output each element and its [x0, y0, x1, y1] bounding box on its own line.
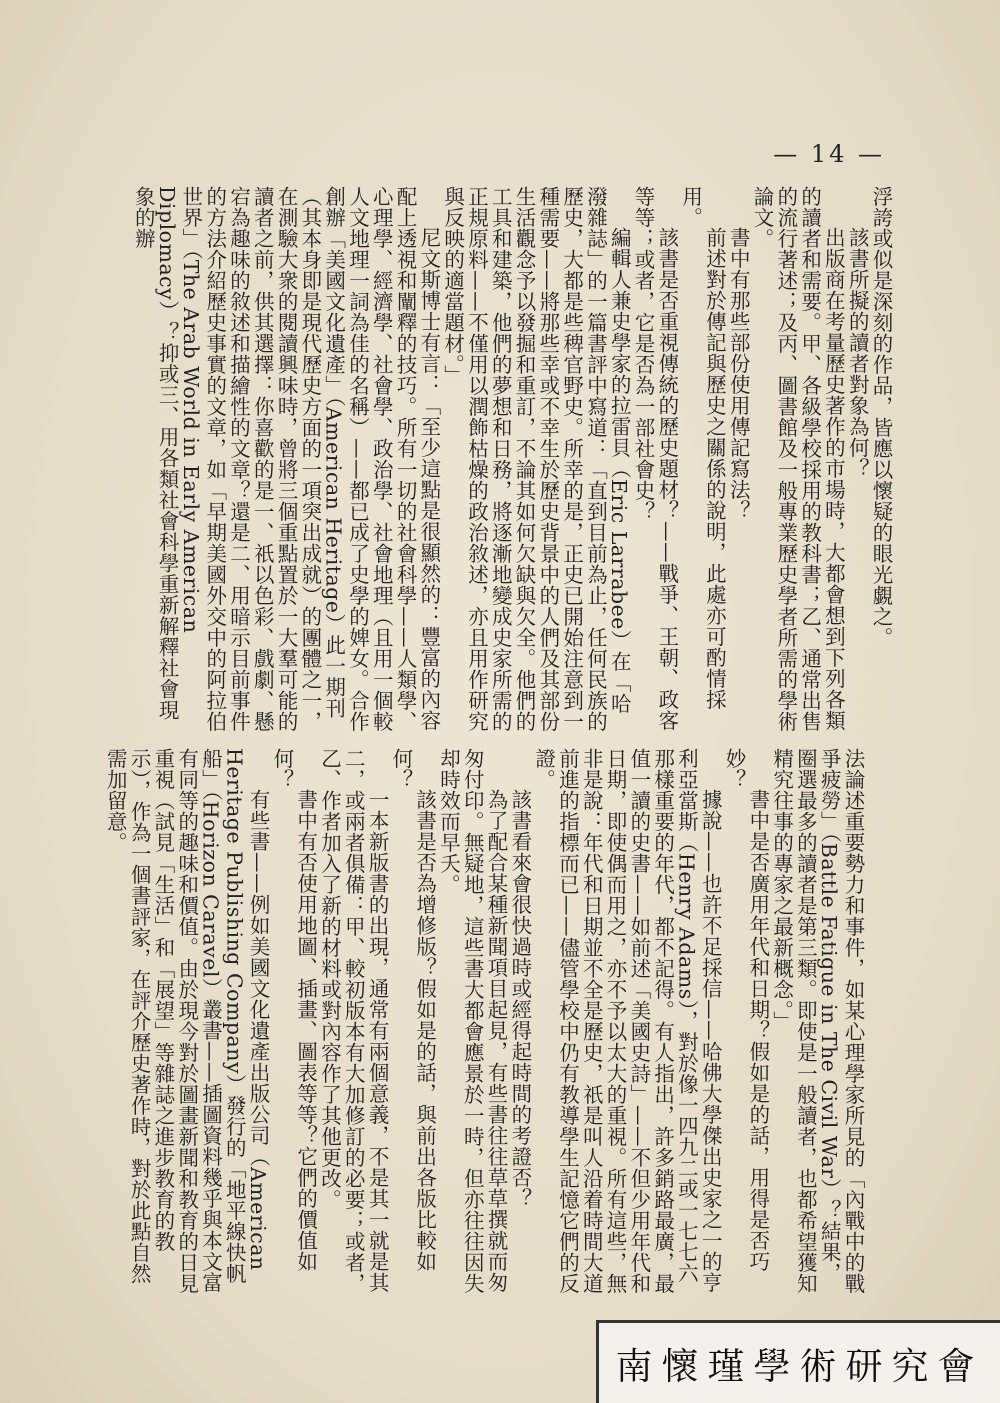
paragraph: 有些書——例如美國文化遺產出版公司（American Heritage Publishing Company）發行的「地平線快帆船」（Horizon Caravel）叢書——插圖資料幾乎與本文富有同等的趣味和價值。由於現今對於圖畫新聞和教育的日見重視（試見「生活」和「展望」等雜誌之進步教育的教示），作為一個書評家，在評介歷史著作時，對於此點自然需加留意。 — [103, 748, 271, 1294]
question-heading: 該書看來會很快過時或經得起時間的考證否？ — [507, 789, 532, 1209]
question-heading: 書中是否廣用年代和日期？假如是的話，用得是否巧妙？ — [722, 748, 770, 1272]
page-number: — 14 — — [773, 140, 885, 168]
top-text-column — [112, 186, 892, 734]
question-heading: 書中有否使用地圖、插畫、圖表等等？它們的價值如何？ — [269, 748, 318, 1272]
watermark-stamp: 南懷瑾學術研究會 — [596, 1320, 1000, 1403]
paragraph: 一本新版書的出現，通常有兩個意義，不是其一就是其二，或兩者俱備：甲、較初版本有大加修訂的必要；或者，乙、作者加入了新的材料或對內容作了其他更改。 — [317, 748, 390, 1294]
paragraph: 浮誇或似是深刻的作品，皆應以懷疑的眼光覷之。 — [869, 186, 893, 648]
paragraph: 編輯人兼史學家的拉雷貝（Eric Larrabee）在「哈潑雜誌」的一篇書評中寫道：「直到目前為止，任何民族的歷史，大都是些稗官野史。所幸的是，正史已開始注意到一種需要——將那些幸或不幸生於歷史背景中的人們及其部份生活觀念予以發掘和重訂，不論其如何欠缺與欠全。他們的工具和建築，他們的夢想和日務，將逐漸地變成史家所需的正規原料——不僅用以潤飾枯燥的政治敘述，亦且用作研究與反映的適當題材。」 — [440, 186, 632, 732]
question-heading: 該書所擬的讀者對象為何？ — [845, 227, 870, 479]
paragraph: 據說——也許不足採信——哈佛大學傑出史家之一的亨利亞當斯（Henry Adams），對於像一四九二或一七七六那樣重要的年代，都不記得。有人指出，許多銷路最廣，最值一讀的史書——如前述「美國史詩」——不但少用年代和日期，即使偶而用之，亦不予以太大的重視。所有這些，無非是說：年代和日期並不全是歷史，祇是叫人沿着時間大道前進的指標而已——儘管學校中仍有教導學生記憶它們的反證。 — [531, 748, 723, 1294]
question-heading: 書中有那些部份使用傳記寫法？ — [726, 227, 751, 521]
paragraph: 出版商在考量歷史著作的市場時，大都會想到下列各類的讀者和需要。甲、各級學校採用的教科書；乙、通常出售的流行著述；及丙、圖書館及一般專業歷史學者所需的學術論文。 — [750, 186, 846, 732]
paragraph: 前述對於傳記與歷史之關係的說明，此處亦可酌情採用。 — [678, 186, 727, 710]
paragraph: 尼文斯博士有言：「至少這點是很顯然的：豐富的內容配上透視和闡釋的技巧。所有一切的社會科學——人類學、心理學、經濟學、社會學、政治學、社會地理（且用一個較人文地理一詞為佳的名稱）——都已成了史學的婢女。合作創辦「美國文化遺產」（American Heritage）此一期刊（其本身即是現代歷史方面的一項突出成就）的團體之一，在測驗大衆的閱讀興味時，曾將三個重點置於一大羣可能的讀者之前，供其選擇：你喜歡的是一、祇以色彩、戲劇、懸宕為趣味的敘述和描繪性的文章？還是二、用暗示目前事件的方法介紹歷史事實的文章，如「早期美國外交中的阿拉伯世界」（The Arab World in Early American Diplomacy）？抑或三、用各類社會科學重新解釋社會現象的辦 — [131, 186, 441, 732]
question-heading: 該書是否為增修版？假如是的話，與前出各版比較如何？ — [388, 748, 437, 1272]
question-heading: 該書是否重視傳統的歷史題材？——戰爭、王朝、政客等等；或者，它是否為一部社會史？ — [631, 186, 679, 731]
paragraph: 為了配合某種新聞項目起見，有些書往往草草撰就而匆匆付印。無疑地，這些書大都會應景於一時，但亦往往因失却時效而早夭。 — [436, 748, 509, 1294]
paragraph: 法論述重要勢力和事件，如某心理學家所見的「內戰中的戰爭疲勞」（Battle Fatigue in The Civil War）？結果，圈選最多的讀者是第三類。即使是一般讀者，也都希望獲知精究往事的專家之最新概念。」 — [769, 748, 865, 1294]
bottom-text-column — [103, 748, 865, 1303]
